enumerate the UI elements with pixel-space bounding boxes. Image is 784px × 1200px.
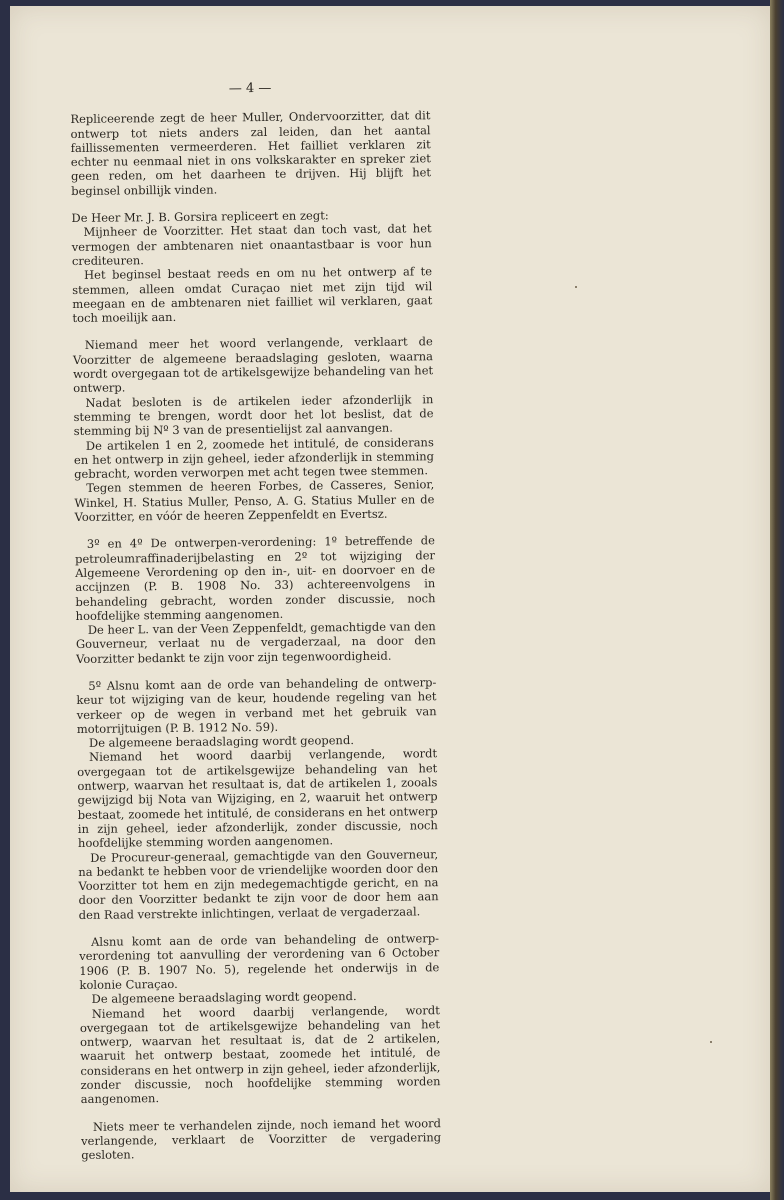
document-page <box>10 6 770 1192</box>
paragraph-meeting-closed: Niets meer te verhandelen zijnde, noch iemand het woord verlangende, verklaart de Voorzitter de vergadering gesloten. <box>81 1115 442 1163</box>
paragraph-zeppenfeldt-leaves: De heer L. van der Veen Zeppenfeldt, gemachtigde van den Gouverneur, verlaat nu de vergaderzaal, na door den Voorzitter bedankt te zijn voor zijn tegenwoordigheid. <box>75 619 436 666</box>
paragraph-education-ordinance: Alsnu komt aan de orde van behandeling de ontwerp-verordening tot aanvulling der verordening van 6 October 1906 (P. B. 1907 No. 5), regelende het onderwijs in de kolonie Curaçao. <box>79 931 440 992</box>
paragraph-gorsira-intro: De Heer Mr. J. B. Gorsira repliceert en zegt: <box>71 208 329 226</box>
paper-speck <box>575 286 577 288</box>
paper-speck <box>710 1041 712 1043</box>
paragraph-gorsira-1: Mijnheer de Voorzitter. Het staat dan toch vast, dat het vermogen der ambtenaren niet onaantastbaar is voor hun crediteuren. <box>71 221 432 268</box>
paragraph-item-5: 5º Alsnu komt aan de orde van behandeling de ontwerp-keur tot wijziging van de keur, houdende regeling van het verkeer op de wegen in verband met het gebruik van motorrijtuigen (P. B. 1912 No. 59). <box>76 675 437 736</box>
paragraph-items-3-4: 3º en 4º De ontwerpen-verordening: 1º betreffende de petroleumraffinaderijbelasting en 2º tot wijziging der Algemeene Verordening op den in-, uit- en doorvoer en de accijnzen (P. B. 1908 No. 33) achtereenvolgens in behandeling gebracht, worden zonder discussie, noch hoofdelijke stemming aangenomen. <box>74 533 436 623</box>
paragraph-gorsira-2: Het beginsel bestaat reeds en om nu het ontwerp af te stemmen, alleen omdat Curaçao niet met zijn tijd wil meegaan en de ambtenaren niet failliet wil verklaren, gaat toch moeilijk aan. <box>72 264 433 326</box>
paragraph-debate-opened-2: De algemeene beraadslaging wordt geopend. <box>91 989 357 1007</box>
paragraph-articles-rejected: De artikelen 1 en 2, zoomede het intitulé, de considerans en het ontwerp in zijn geheel, ieder afzonderlijk in stemming gebracht, worden verworpen met acht tegen twee stemmen. <box>73 434 435 482</box>
paragraph-procureur-leaves: De Procureur-generaal, gemachtigde van den Gouverneur, na bedankt te hebben voor de vriendelijke woorden door den Voorzitter tot hem en zijn medegemachtigde gericht, en na door den Voorzitter bedankt te zijn voor de door hem aan den Raad verstrekte inlichtingen, verlaat de vergaderzaal. <box>78 846 439 922</box>
document-text-column <box>70 74 441 1162</box>
paragraph-debate-opened-1: De algemeene beraadslaging wordt geopend. <box>88 733 355 751</box>
paragraph-articles-accepted-1: Niemand het woord daarbij verlangende, wordt overgegaan tot de artikelsgewijze behandeling van het ontwerp, waarvan het resultaat is, dat de artikelen 1, zooals gewijzigd bij Nota van Wijziging, en 2, waaruit het ontwerp bestaat, zoomede het intitulé, de considerans en het ontwerp in zijn geheel, ieder afzonderlijk, zonder discussie, noch hoofdelijke stemming worden aangenomen. <box>77 746 438 851</box>
page-number: — 4 — <box>228 80 272 97</box>
paragraph-reply-muller: Repliceerende zegt de heer Muller, Ondervoorzitter, dat dit ontwerp tot niets anders zal leiden, dan het aantal faillissementen vermeerderen. Het failliet verklaren zit echter nu eenmaal niet in ons volkskarakter en spreker ziet geen reden, om het daarheen te drijven. Hij blijft het beginsel onbillijk vinden. <box>70 108 432 198</box>
paragraph-votes-against: Tegen stemmen de heeren Forbes, de Casseres, Senior, Winkel, H. Statius Muller, Penso, A. G. Statius Muller en de Voorzitter, en vóór de heeren Zeppenfeldt en Evertsz. <box>74 477 435 524</box>
paragraph-articles-accepted-2: Niemand het woord daarbij verlangende, wordt overgegaan tot de artikelsgewijze behandeling van het ontwerp, waarvan het resultaat is, dat de 2 artikelen, waaruit het ontwerp bestaat, zoomede het intitulé, de considerans en het ontwerp in zijn geheel, ieder afzonderlijk, zonder discussie, noch hoofdelijke stemming worden aangenomen. <box>79 1002 441 1107</box>
paragraph-debate-closed: Niemand meer het woord verlangende, verklaart de Voorzitter de algemeene beraadslaging gesloten, waarna wordt overgegaan tot de artikelsgewijze behandeling van het ontwerp. <box>72 334 434 396</box>
page-edge-shadow <box>770 0 784 1200</box>
paragraph-lot-decision: Nadat besloten is de artikelen ieder afzonderlijk in stemming te brengen, wordt door het lot beslist, dat de stemming bij Nº 3 van de presentielijst zal aanvangen. <box>73 391 434 439</box>
